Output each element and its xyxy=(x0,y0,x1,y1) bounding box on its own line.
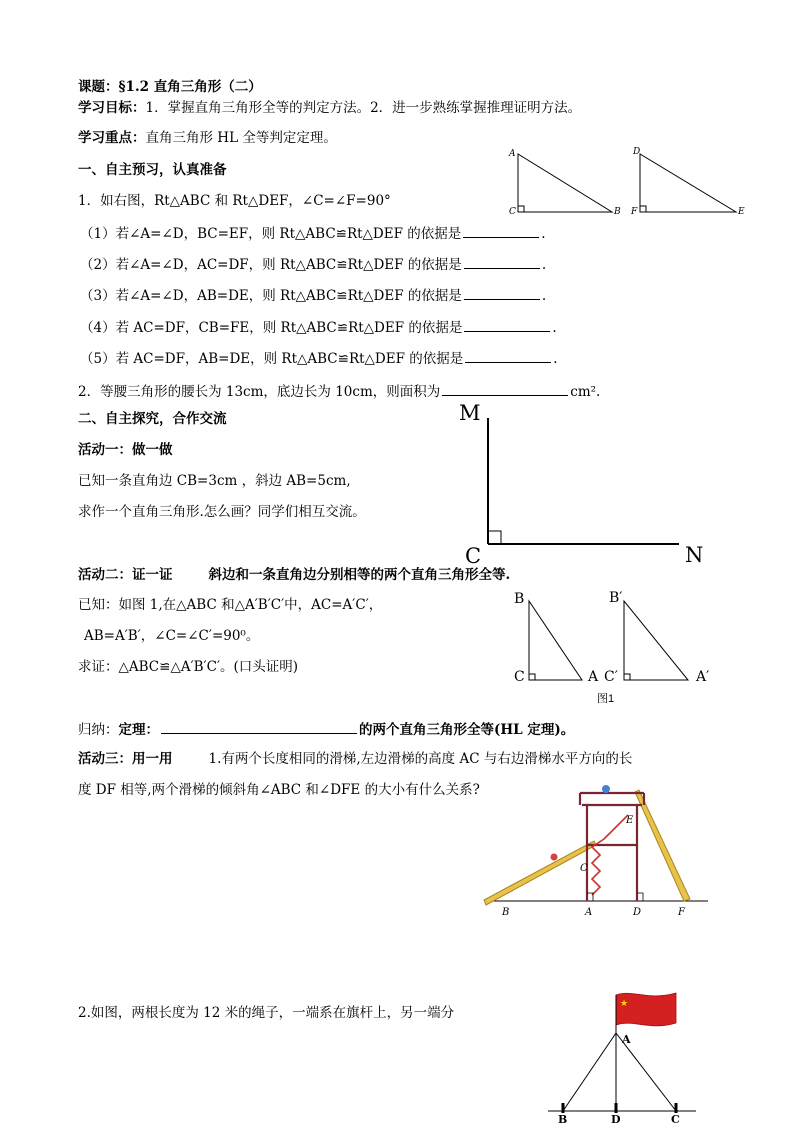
triangle-a2b2c2 xyxy=(624,601,688,680)
q1-item-2-end: . xyxy=(541,257,547,273)
triangle-abc xyxy=(518,154,612,212)
activity2-given1: 已知：如图 1,在△ABC 和△A′B′C′中，AC=A′C′， xyxy=(78,597,383,613)
summary-end: 的两个直角三角形全等(HL 定理)。 xyxy=(359,722,575,738)
fig-triangles-abc-def xyxy=(500,140,760,225)
lesson-title-line xyxy=(78,78,262,96)
label-c: C xyxy=(465,544,482,568)
q1-item-3-end: . xyxy=(541,288,547,304)
activity2-title: 活动二：证一证 xyxy=(78,567,173,583)
title-label: 课题： xyxy=(78,79,119,95)
rope-ab xyxy=(563,1033,616,1111)
q2-text: 2．等腰三角形的腰长为 13cm，底边长为 10cm，则面积为 xyxy=(78,384,441,400)
summary-label: 归纳： xyxy=(78,722,119,738)
focus-label: 学习重点： xyxy=(78,130,146,146)
activity3-q1-line1: 1.有两个长度相同的滑梯,左边滑梯的高度 AC 与右边滑梯水平方向的长 xyxy=(208,751,633,767)
triangle-def xyxy=(640,154,736,212)
triangle-abc xyxy=(529,601,582,680)
fig-1 xyxy=(505,585,730,710)
label-a2: A′ xyxy=(696,669,710,685)
label-a: A xyxy=(622,1033,631,1046)
label-a: A xyxy=(585,907,593,918)
activity3-line1 xyxy=(78,750,632,768)
label-b: B xyxy=(558,1113,568,1123)
label-c: C xyxy=(509,207,516,217)
label-c: C xyxy=(580,863,588,874)
learning-goals xyxy=(78,99,581,117)
right-angle-c2 xyxy=(624,674,630,680)
label-a: A xyxy=(509,149,516,159)
label-a: A xyxy=(588,669,599,685)
q1-item-1-end: . xyxy=(541,226,546,242)
q1-item-3 xyxy=(80,285,546,305)
section1-heading: 一、自主预习，认真准备 xyxy=(78,162,227,178)
label-c: C xyxy=(514,669,525,685)
activity2-prove: 求证：△ABC≌△A′B′C′。(口头证明) xyxy=(78,659,299,675)
q1-item-5-end: . xyxy=(553,351,558,367)
activity3-q2: 2.如图，两根长度为 12 米的绳子，一端系在旗杆上，另一端分 xyxy=(78,1005,455,1021)
q1-item-5 xyxy=(80,348,558,368)
label-f: F xyxy=(631,207,638,217)
activity1-line2: 求作一个直角三角形.怎么画？同学们相互交流。 xyxy=(78,504,366,520)
activity2-line xyxy=(78,566,510,584)
label-m: M xyxy=(459,401,481,425)
label-b2: B′ xyxy=(609,590,623,606)
q1-item-3-blank[interactable] xyxy=(464,285,540,300)
child-on-slide xyxy=(551,854,558,861)
label-b: B xyxy=(514,591,525,607)
label-d: D xyxy=(633,147,641,157)
section2-heading: 二、自主探究，合作交流 xyxy=(78,411,227,427)
fig-slides xyxy=(470,775,730,925)
q1-item-4-text: （4）若 AC=DF，CB=FE，则 Rt△ABC≌Rt△DEF 的依据是 xyxy=(80,320,463,336)
child-figure xyxy=(602,785,610,793)
label-e: E xyxy=(626,815,634,826)
activity1-title: 活动一：做一做 xyxy=(78,442,173,458)
right-slide xyxy=(635,790,690,901)
q2-unit: cm². xyxy=(570,384,601,400)
q1-item-5-text: （5）若 AC=DF，AB=DE，则 Rt△ABC≌Rt△DEF 的依据是 xyxy=(80,351,464,367)
q1-item-3-text: （3）若∠A=∠D，AB=DE，则 Rt△ABC≌Rt△DEF 的依据是 xyxy=(80,288,462,304)
activity2-given2: AB=A′B′，∠C=∠C′=90⁰。 xyxy=(84,628,260,644)
label-f: F xyxy=(678,907,685,918)
label-c2: C′ xyxy=(604,669,618,685)
label-b: B xyxy=(502,907,510,918)
label-e: E xyxy=(738,207,745,217)
q1-item-5-blank[interactable] xyxy=(465,348,551,363)
flag xyxy=(616,993,676,1026)
activity3-title: 活动三：用一用 xyxy=(78,751,173,767)
right-angle-f xyxy=(640,206,646,212)
label-c: C xyxy=(671,1113,680,1123)
right-angle-mcn xyxy=(488,531,501,544)
label-d: D xyxy=(633,907,642,918)
q1-item-4-blank[interactable] xyxy=(464,317,550,332)
q1-item-4 xyxy=(80,317,557,337)
q1-item-1-text: （1）若∠A=∠D，BC=EF，则 Rt△ABC≌Rt△DEF 的依据是 xyxy=(80,226,462,242)
right-angle-c xyxy=(518,206,524,212)
flag-star-icon: ★ xyxy=(620,999,629,1009)
goals-label: 学习目标： xyxy=(78,100,146,116)
learning-focus xyxy=(78,129,337,147)
q1-item-2-blank[interactable] xyxy=(464,254,540,269)
q1-item-2 xyxy=(80,254,546,274)
activity3-q1-line2: 度 DF 相等,两个滑梯的倾斜角∠ABC 和∠DFE 的大小有什么关系? xyxy=(78,782,480,798)
q1-item-1-blank[interactable] xyxy=(463,223,539,238)
tower-stairs xyxy=(592,815,628,895)
right-angle-c xyxy=(529,674,535,680)
label-d: D xyxy=(611,1113,621,1123)
fig-flagpole xyxy=(540,985,710,1123)
goals-text: 1．掌握直角三角形全等的判定方法。2．进一步熟练掌握推理证明方法。 xyxy=(145,100,582,116)
summary-line xyxy=(78,719,574,739)
fig1-caption: 图1 xyxy=(597,693,615,705)
activity1-line1: 已知一条直角边 CB=3cm ，斜边 AB=5cm, xyxy=(78,473,351,489)
summary-theorem-label: 定理： xyxy=(118,722,159,738)
fig-mcn xyxy=(455,398,715,573)
q1-item-2-text: （2）若∠A=∠D，AC=DF，则 Rt△ABC≌Rt△DEF 的依据是 xyxy=(80,257,462,273)
label-b: B xyxy=(614,207,621,217)
focus-text: 直角三角形 HL 全等判定定理。 xyxy=(145,130,337,146)
lesson-title: §1.2 直角三角形（二） xyxy=(118,79,262,95)
label-n: N xyxy=(685,543,704,567)
summary-blank[interactable] xyxy=(161,719,357,734)
q1-item-4-end: . xyxy=(552,320,557,336)
q2-blank[interactable] xyxy=(442,381,568,396)
q1-intro: 1．如右图，Rt△ABC 和 Rt△DEF，∠C=∠F=90° xyxy=(78,193,391,209)
activity2-statement: 斜边和一条直角边分别相等的两个直角三角形全等. xyxy=(208,567,511,583)
q1-item-1 xyxy=(80,223,546,243)
